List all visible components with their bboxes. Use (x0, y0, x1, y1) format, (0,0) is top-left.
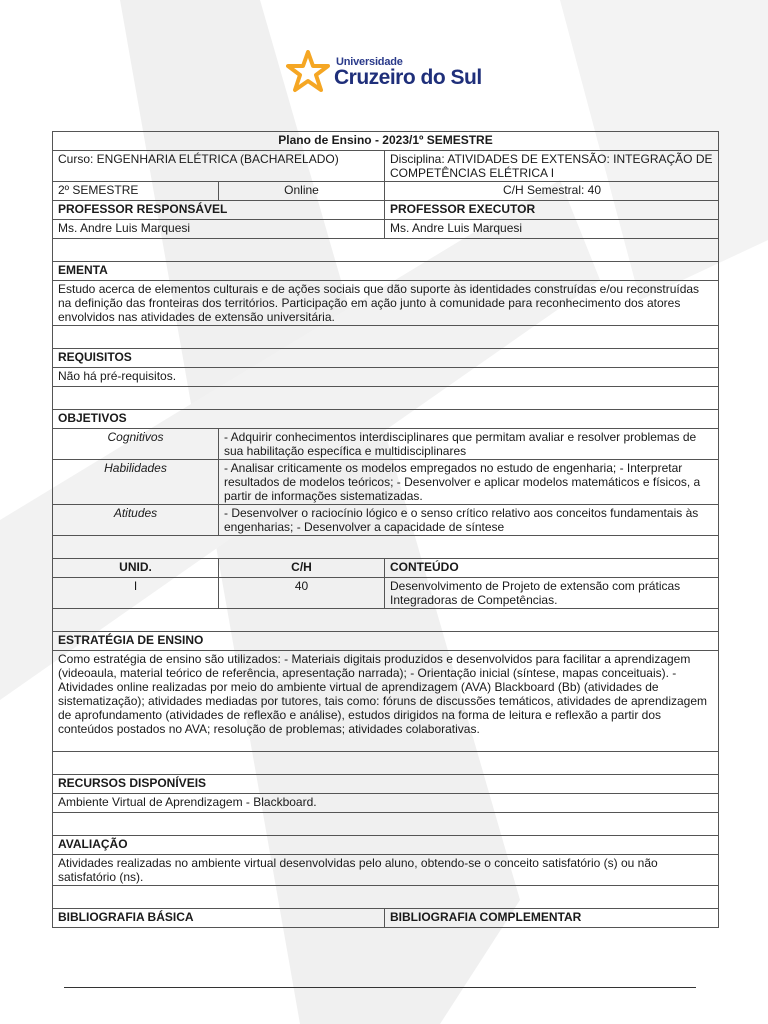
spacer-row (53, 536, 719, 559)
objetivo-label-habilidades: Habilidades (53, 460, 219, 505)
conteudo-ch-cell: 40 (219, 578, 385, 609)
avaliacao-label: AVALIAÇÃO (53, 836, 719, 855)
logo-name-text: Cruzeiro do Sul (334, 66, 482, 89)
modalidade-cell: Online (219, 182, 385, 201)
spacer-row (53, 886, 719, 909)
semestre-cell: 2º SEMESTRE (53, 182, 219, 201)
spacer-row (53, 387, 719, 410)
recursos-text: Ambiente Virtual de Aprendizagem - Blackboard. (53, 794, 719, 813)
ch-header: C/H (219, 559, 385, 578)
objetivo-label-cognitivos: Cognitivos (53, 429, 219, 460)
spacer-row (53, 813, 719, 836)
spacer-row (53, 752, 719, 775)
plano-de-ensino-table (52, 131, 719, 928)
avaliacao-text: Atividades realizadas no ambiente virtual desenvolvidas pelo aluno, obtendo-se o conceito satisfatório (s) ou não satisfatório (ns). (53, 855, 719, 886)
estrategia-label: ESTRATÉGIA DE ENSINO (53, 632, 719, 651)
curso-cell: Curso: ENGENHARIA ELÉTRICA (BACHARELADO) (53, 151, 385, 182)
objetivo-text-atitudes: - Desenvolver o raciocínio lógico e o senso crítico relativo aos conceitos fundamentais às engenharias; - Desenvolver a capacidade de síntese (219, 505, 719, 536)
requisitos-label: REQUISITOS (53, 349, 719, 368)
ch-semestral-cell: C/H Semestral: 40 (385, 182, 719, 201)
bibliografia-complementar-label: BIBLIOGRAFIA COMPLEMENTAR (385, 909, 719, 928)
conteudo-unid-cell: I (53, 578, 219, 609)
prof-executor-name: Ms. Andre Luis Marquesi (385, 220, 719, 239)
spacer-row (53, 609, 719, 632)
ementa-label: EMENTA (53, 262, 719, 281)
conteudo-header: CONTEÚDO (385, 559, 719, 578)
recursos-label: RECURSOS DISPONÍVEIS (53, 775, 719, 794)
unid-header: UNID. (53, 559, 219, 578)
objetivo-text-habilidades: - Analisar criticamente os modelos empregados no estudo de engenharia; - Interpretar resultados de modelos teóricos; - Desenvolver e aplicar modelos matemáticos e físicos, a partir de informações sistematizadas. (219, 460, 719, 505)
requisitos-text: Não há pré-requisitos. (53, 368, 719, 387)
logo-university-text: Universidade (336, 56, 403, 68)
prof-responsavel-name: Ms. Andre Luis Marquesi (53, 220, 385, 239)
spacer-row (53, 326, 719, 349)
bibliografia-basica-label: BIBLIOGRAFIA BÁSICA (53, 909, 385, 928)
ementa-text: Estudo acerca de elementos culturais e de ações sociais que dão suporte às identidades construídas e/ou reconstruídas na definição das fronteiras dos territórios. Participação em ação junto à comunidade para reconhecimento dos atores envolvidos nas atividades de extensão universitária. (53, 281, 719, 326)
spacer-row (53, 239, 719, 262)
objetivos-label: OBJETIVOS (53, 410, 719, 429)
objetivo-label-atitudes: Atitudes (53, 505, 219, 536)
conteudo-text-cell: Desenvolvimento de Projeto de extensão com práticas Integradoras de Competências. (385, 578, 719, 609)
star-logo-icon (286, 50, 330, 94)
footer-divider (64, 987, 696, 988)
prof-executor-label: PROFESSOR EXECUTOR (385, 201, 719, 220)
objetivo-text-cognitivos: - Adquirir conhecimentos interdisciplinares que permitam avaliar e resolver problemas de sua habilitação específica e multidisciplinares (219, 429, 719, 460)
disciplina-cell: Disciplina: ATIVIDADES DE EXTENSÃO: INTEGRAÇÃO DE COMPETÊNCIAS ELÉTRICA I (385, 151, 719, 182)
university-logo (286, 48, 486, 98)
prof-responsavel-label: PROFESSOR RESPONSÁVEL (53, 201, 385, 220)
estrategia-text: Como estratégia de ensino são utilizados: - Materiais digitais produzidos e desenvolvidos para facilitar a aprendizagem (videoaula, material teórico de referência, apresentação narrada); - Orientação inicial (síntese, mapas conceituais). - Atividades online realizadas por meio do ambiente virtual de aprendizagem (AVA) Blackboard (Bb) (atividades de sistematização); atividades mediadas por tutores, tais como: fóruns de discussões temáticos, atividades de aprendizagem de aprofundamento (atividades de reflexão e análise), estudos dirigidos na forma de leitura e reflexão a partir dos conteúdos postados no AVA; resolução de problemas; atividades colaborativas. (53, 651, 719, 752)
document-title: Plano de Ensino - 2023/1º SEMESTRE (53, 132, 719, 151)
